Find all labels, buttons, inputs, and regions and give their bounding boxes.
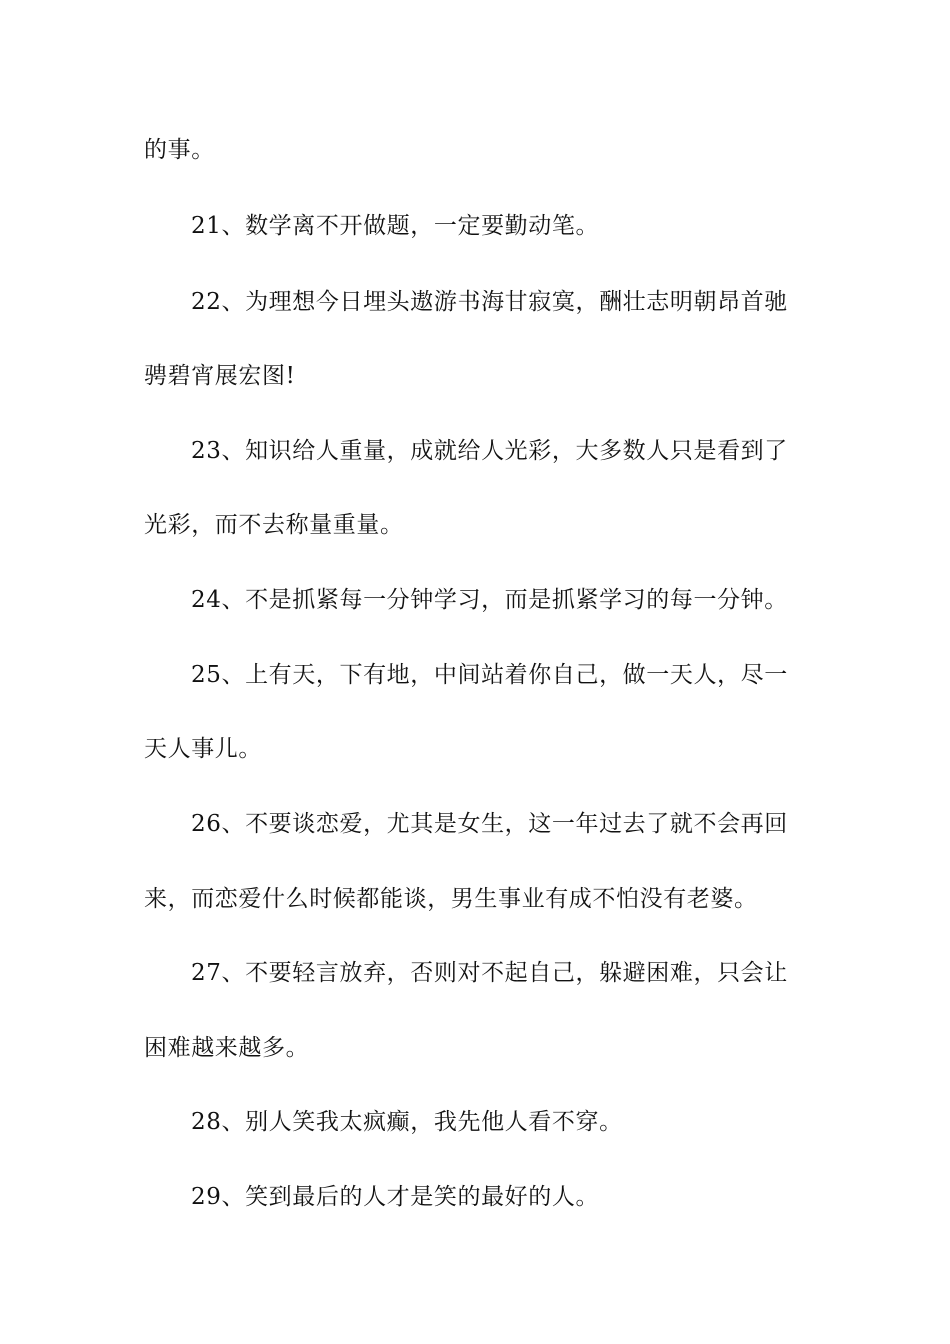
paragraph-26: 26、不要谈恋爱，尤其是女生，这一年过去了就不会再回	[191, 811, 788, 837]
paragraph-23: 23、知识给人重量，成就给人光彩，大多数人只是看到了	[191, 438, 788, 464]
paragraph-27: 27、不要轻言放弃，否则对不起自己，躲避困难，只会让	[191, 960, 788, 986]
paragraph-22-continuation: 骋碧宵展宏图!	[144, 363, 296, 389]
paragraph-28: 28、别人笑我太疯癫，我先他人看不穿。	[191, 1109, 623, 1135]
paragraph-22: 22、为理想今日埋头遨游书海甘寂寞，酬壮志明朝昂首驰	[191, 289, 788, 315]
paragraph-21: 21、数学离不开做题，一定要勤动笔。	[191, 213, 600, 239]
text-line-continuation: 的事。	[144, 137, 215, 163]
paragraph-25-continuation: 天人事儿。	[144, 736, 262, 762]
paragraph-24: 24、不是抓紧每一分钟学习，而是抓紧学习的每一分钟。	[191, 587, 788, 613]
paragraph-26-continuation: 来，而恋爱什么时候都能谈，男生事业有成不怕没有老婆。	[144, 886, 758, 912]
paragraph-23-continuation: 光彩，而不去称量重量。	[144, 512, 404, 538]
paragraph-27-continuation: 困难越来越多。	[144, 1035, 310, 1061]
paragraph-25: 25、上有天，下有地，中间站着你自己，做一天人，尽一	[191, 662, 788, 688]
paragraph-29: 29、笑到最后的人才是笑的最好的人。	[191, 1184, 600, 1210]
